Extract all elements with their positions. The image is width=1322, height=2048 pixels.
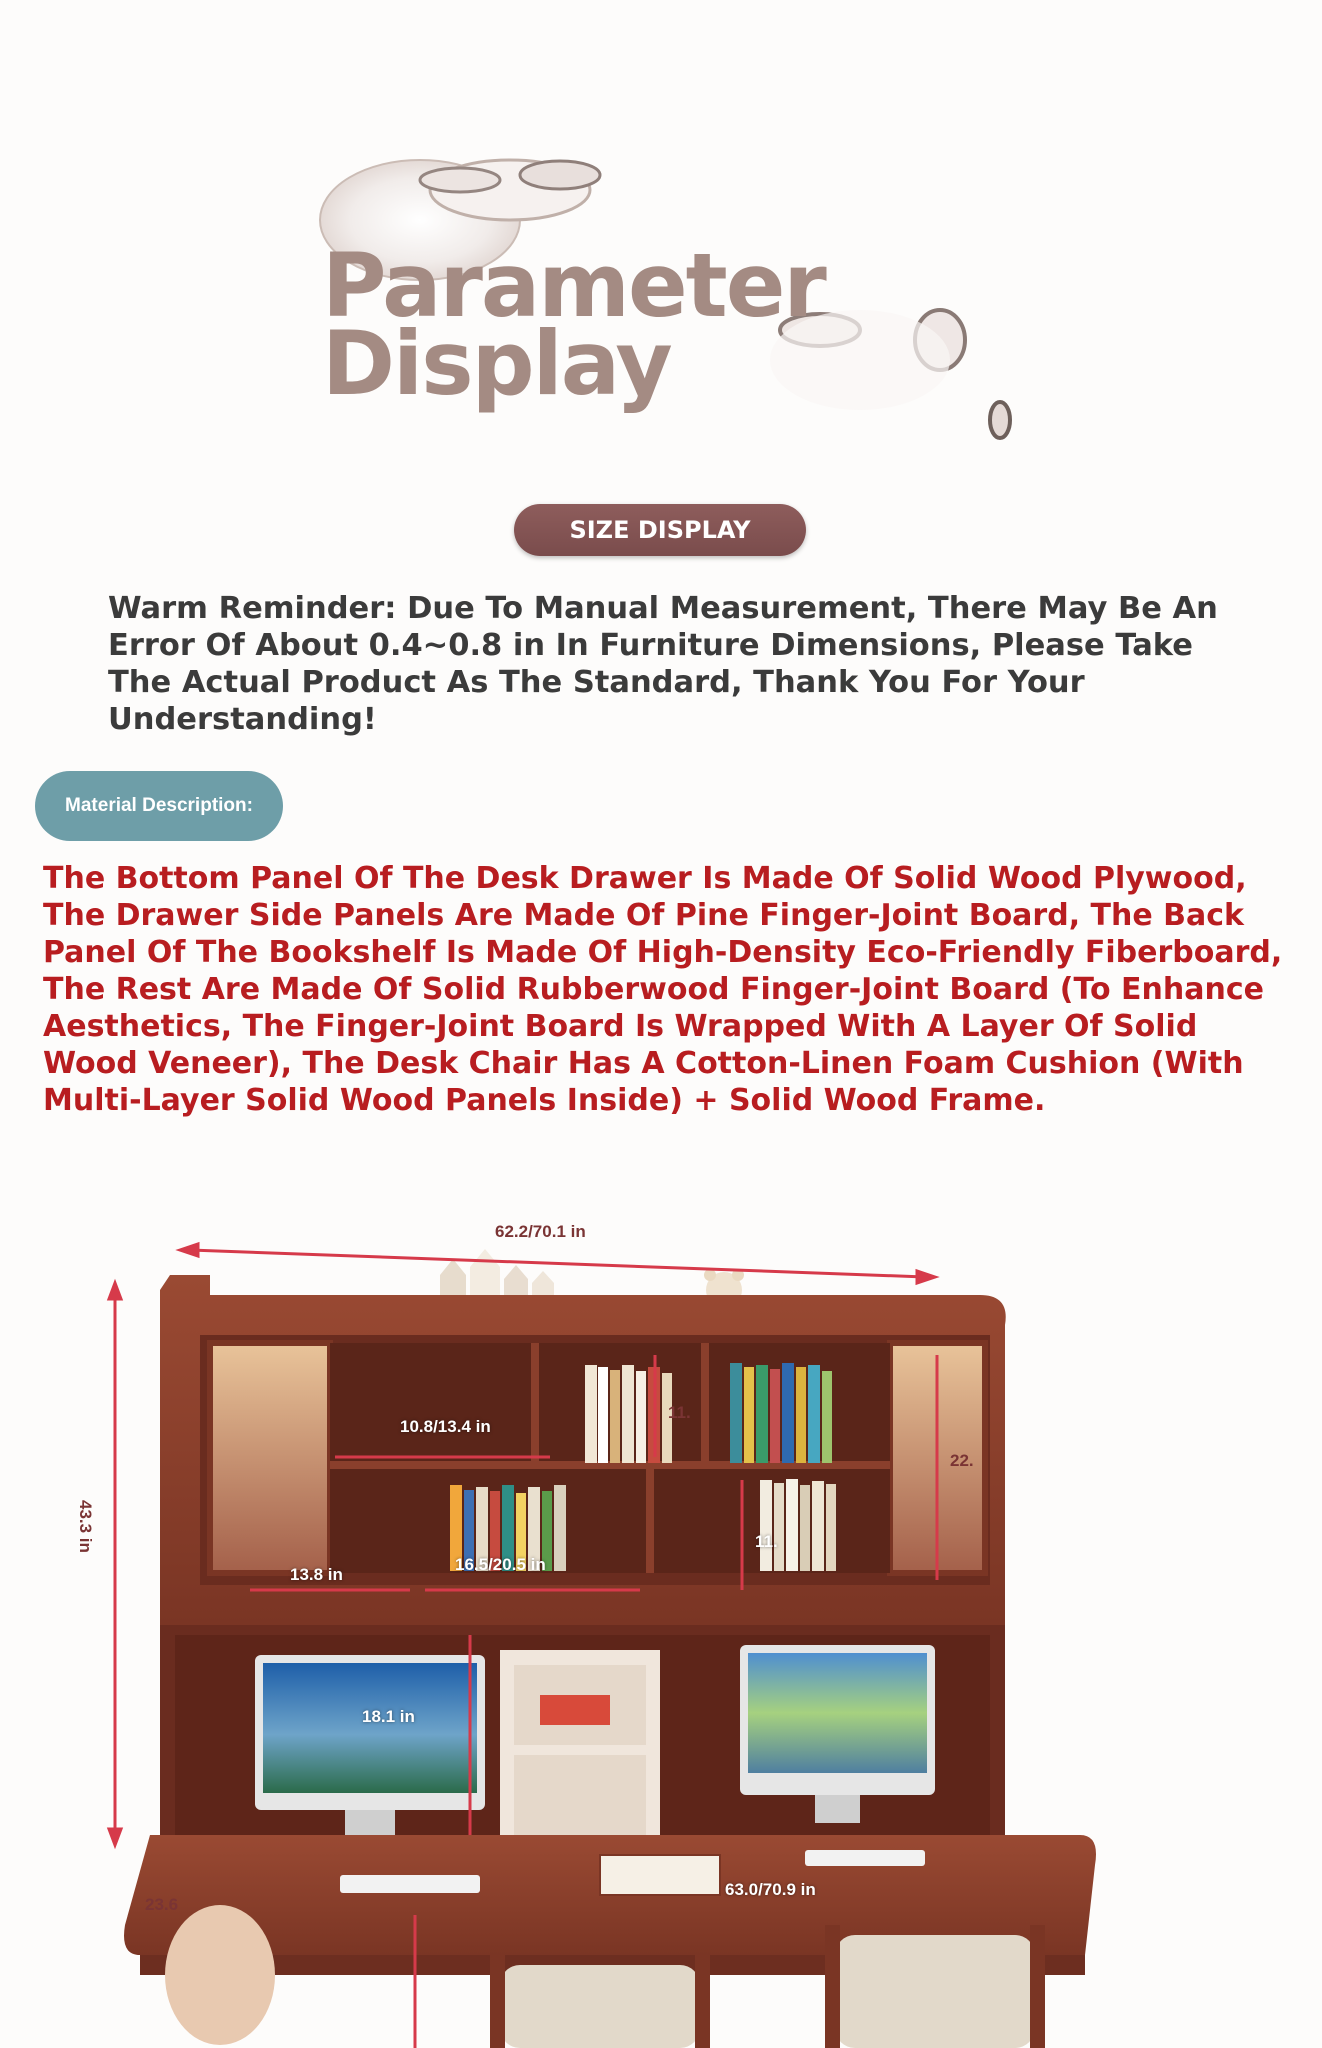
dimension-desk-depth: 23.6 (145, 1895, 179, 1914)
dimension-shelf-height-mid: 11. (755, 1532, 778, 1551)
desk-bookshelf-image (76, 1195, 1322, 2048)
dimension-cabinet-width: 10.8/13.4 in (400, 1417, 491, 1436)
dimension-glass-door-width: 13.8 in (290, 1565, 343, 1584)
desk-illustration (80, 1195, 1322, 2048)
dimension-door-height: 22. (950, 1451, 974, 1470)
material-description-text: The Bottom Panel Of The Desk Drawer Is Made Of Solid Wood Plywood, The Drawer Side Panels Are Made Of Pine Finger-Joint Board, The Back Panel Of The Bookshelf Is Made Of High-Density Eco-Friendly Fiberboard, The Rest Are Made Of Solid Rubberwood Finger-Joint Board (To Enhance Aesthetics, The Finger-Joint Board Is Wrapped With A Layer Of Solid Wood Veneer), The Desk Chair Has A Cotton-Linen Foam Cushion (With Multi-Layer Solid Wood Panels Inside) + Solid Wood Frame. (43, 861, 1283, 1118)
dimension-shelf-height-top: 11. (668, 1403, 691, 1422)
material-description-label: Material Description: (35, 771, 283, 841)
dimension-top-width: 62.2/70.1 in (495, 1222, 586, 1241)
page-title-line2: Display (322, 312, 671, 415)
size-display-badge: SIZE DISPLAY (514, 504, 806, 556)
dimension-desk-width: 63.0/70.9 in (725, 1880, 816, 1899)
dimension-monitor-space-height: 18.1 in (362, 1707, 415, 1726)
page-title-line1: Parameter (322, 234, 825, 337)
warm-reminder-text: Warm Reminder: Due To Manual Measurement, There May Be An Error Of About 0.4~0.8 in In Furniture Dimensions, Please Take The Actual Product As The Standard, Thank You For Your Understanding! (108, 591, 1218, 737)
dimension-middle-shelf-width: 16.5/20.5 in (455, 1555, 546, 1574)
dimension-height: 43.3 in (76, 1500, 95, 1553)
